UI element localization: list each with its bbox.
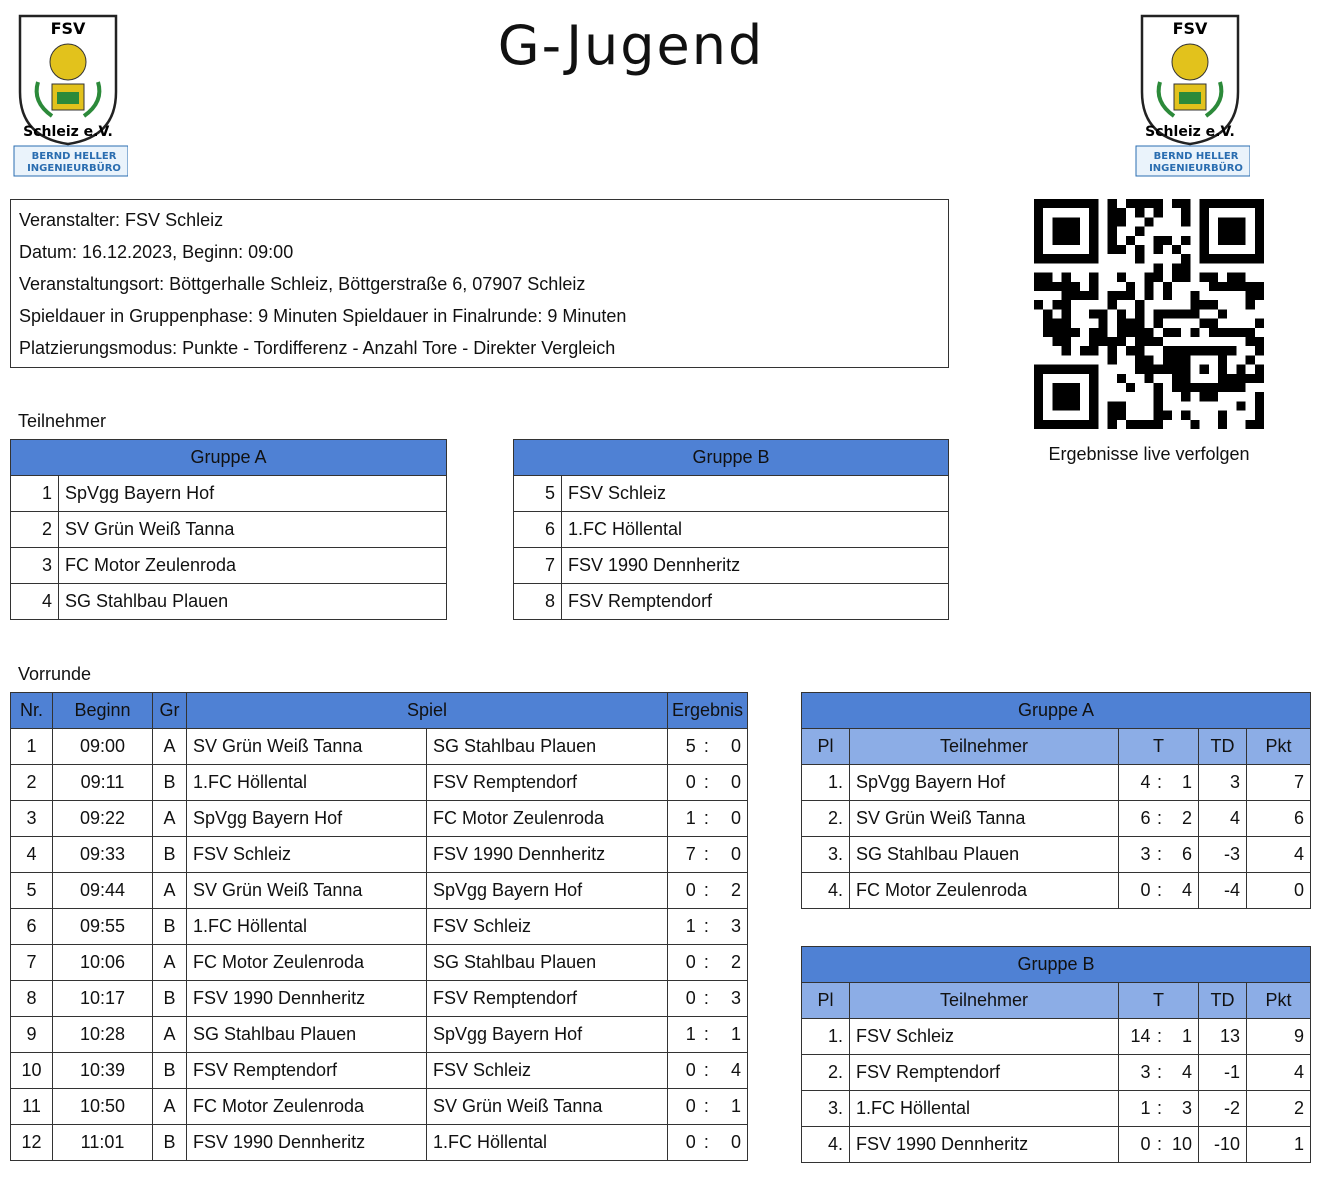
table-row: 2 09:11 B 1.FC Höllental FSV Remptendorf 0 : 0 [11,765,748,801]
group-b-header: Gruppe B [514,440,949,476]
table-row: 7 FSV 1990 Dennheritz [514,548,949,584]
table-row: 8 FSV Remptendorf [514,584,949,620]
club-logo-sub: Schleiz e.V. [1145,124,1235,140]
match-schedule-table: Nr. Beginn Gr Spiel Ergebnis 1 09:00 A SV Grün Weiß Tanna SG Stahlbau Plauen 5 : 0 2 09:11 B 1.FC Höllental FSV Remptendorf 0 : 0 3 09:22 A SpVgg Bayern Hof FC Motor Zeulenroda 1 : 0 4 09:33 B FSV Schleiz FSV 1990 Dennheritz 7 : 0 5 09:44 A SV Grün Weiß Tanna SpVgg Bayern Hof 0 : 2 6 09:55 B 1.FC Höllental FSV Schleiz 1 : 3 7 10:06 A FC Motor Zeulenroda SG Stahlbau Plauen 0 : 2 8 10:17 B FSV 1990 Dennheritz FSV Remptendorf 0 : 3 9 10:28 A SG Stahlbau Plauen SpVgg Bayern Hof 1 : 1 10 10:39 B FSV Remptendorf FSV Schleiz 0 : 4 11 10:50 A FC Motor Zeulenroda SV Grün Weiß Tanna 0 : 1 12 11:01 B FSV 1990 Dennheritz 1.FC Höllental 0 : 0 [10,692,748,1161]
club-logo-name: FSV [1172,19,1208,38]
group-a-header: Gruppe A [11,440,447,476]
info-venue: Veranstaltungsort: Böttgerhalle Schleiz, Böttgerstraße 6, 07907 Schleiz [19,274,586,294]
page-title: G-Jugend [497,14,765,77]
table-row: 5 09:44 A SV Grün Weiß Tanna SpVgg Bayern Hof 0 : 2 [11,873,748,909]
club-logo-sub: Schleiz e.V. [23,124,113,140]
table-row: 1 09:00 A SV Grün Weiß Tanna SG Stahlbau Plauen 5 : 0 [11,729,748,765]
table-row: 9 10:28 A SG Stahlbau Plauen SpVgg Bayern Hof 1 : 1 [11,1017,748,1053]
table-row: 11 10:50 A FC Motor Zeulenroda SV Grün Weiß Tanna 0 : 1 [11,1089,748,1125]
group-b-participants [513,439,949,620]
group-a-participants [10,439,447,620]
table-row: 3. 1.FC Höllental 1 : 3 -2 2 [802,1091,1311,1127]
info-organizer: Veranstalter: FSV Schleiz [19,210,224,230]
table-row: 1 SpVgg Bayern Hof [11,476,447,512]
table-row: 3. SG Stahlbau Plauen 3 : 6 -3 4 [802,837,1311,873]
standings-group-b: Gruppe B Pl Teilnehmer T TD Pkt 1. FSV Schleiz 14 : 1 13 9 2. FSV Remptendorf 3 : 4 -1 4 3. 1.FC Höllental 1 : 3 -2 2 4. FSV 1990 Dennheritz 0 : 10 -10 1 [801,946,1311,1163]
table-row: 5 FSV Schleiz [514,476,949,512]
standings-group-a: Gruppe A Pl Teilnehmer T TD Pkt 1. SpVgg Bayern Hof 4 : 1 3 7 2. SV Grün Weiß Tanna 6 : 2 4 6 3. SG Stahlbau Plauen 3 : 6 -3 4 4. FC Motor Zeulenroda 0 : 4 -4 0 [801,692,1311,909]
table-row: 4. FC Motor Zeulenroda 0 : 4 -4 0 [802,873,1311,909]
qr-label: Ergebnisse live verfolgen [1048,444,1250,464]
sponsor-line2: INGENIEURBÜRO [1149,163,1243,174]
table-row: 1. FSV Schleiz 14 : 1 13 9 [802,1019,1311,1055]
club-logo-left [12,12,128,178]
sponsor-line1: BERND HELLER [1153,151,1239,162]
table-row: 3 FC Motor Zeulenroda [11,548,447,584]
table-row: 8 10:17 B FSV 1990 Dennheritz FSV Remptendorf 0 : 3 [11,981,748,1017]
table-row: 6 1.FC Höllental [514,512,949,548]
table-row: 3 09:22 A SpVgg Bayern Hof FC Motor Zeulenroda 1 : 0 [11,801,748,837]
table-row: 2. FSV Remptendorf 3 : 4 -1 4 [802,1055,1311,1091]
table-row: 7 10:06 A FC Motor Zeulenroda SG Stahlbau Plauen 0 : 2 [11,945,748,981]
table-row: 10 10:39 B FSV Remptendorf FSV Schleiz 0 : 4 [11,1053,748,1089]
vorrunde-label: Vorrunde [18,664,92,684]
table-row: 12 11:01 B FSV 1990 Dennheritz 1.FC Höllental 0 : 0 [11,1125,748,1161]
info-duration: Spieldauer in Gruppenphase: 9 Minuten Spieldauer in Finalrunde: 9 Minuten [19,306,627,326]
table-row: 4 09:33 B FSV Schleiz FSV 1990 Dennheritz 7 : 0 [11,837,748,873]
table-row: 2 SV Grün Weiß Tanna [11,512,447,548]
table-row: 6 09:55 B 1.FC Höllental FSV Schleiz 1 : 3 [11,909,748,945]
table-row: 2. SV Grün Weiß Tanna 6 : 2 4 6 [802,801,1311,837]
info-ranking-mode: Platzierungsmodus: Punkte - Tordifferenz - Anzahl Tore - Direkter Vergleich [19,338,616,358]
participants-label: Teilnehmer [18,411,107,431]
table-row: 1. SpVgg Bayern Hof 4 : 1 3 7 [802,765,1311,801]
qr-code[interactable] [1034,199,1264,429]
club-logo-right [1134,12,1250,178]
sponsor-line2: INGENIEURBÜRO [27,163,121,174]
table-row: 4. FSV 1990 Dennheritz 0 : 10 -10 1 [802,1127,1311,1163]
event-info-box [10,199,949,368]
club-logo-name: FSV [50,19,86,38]
info-date: Datum: 16.12.2023, Beginn: 09:00 [19,242,294,262]
table-row: 4 SG Stahlbau Plauen [11,584,447,620]
sponsor-line1: BERND HELLER [31,151,117,162]
